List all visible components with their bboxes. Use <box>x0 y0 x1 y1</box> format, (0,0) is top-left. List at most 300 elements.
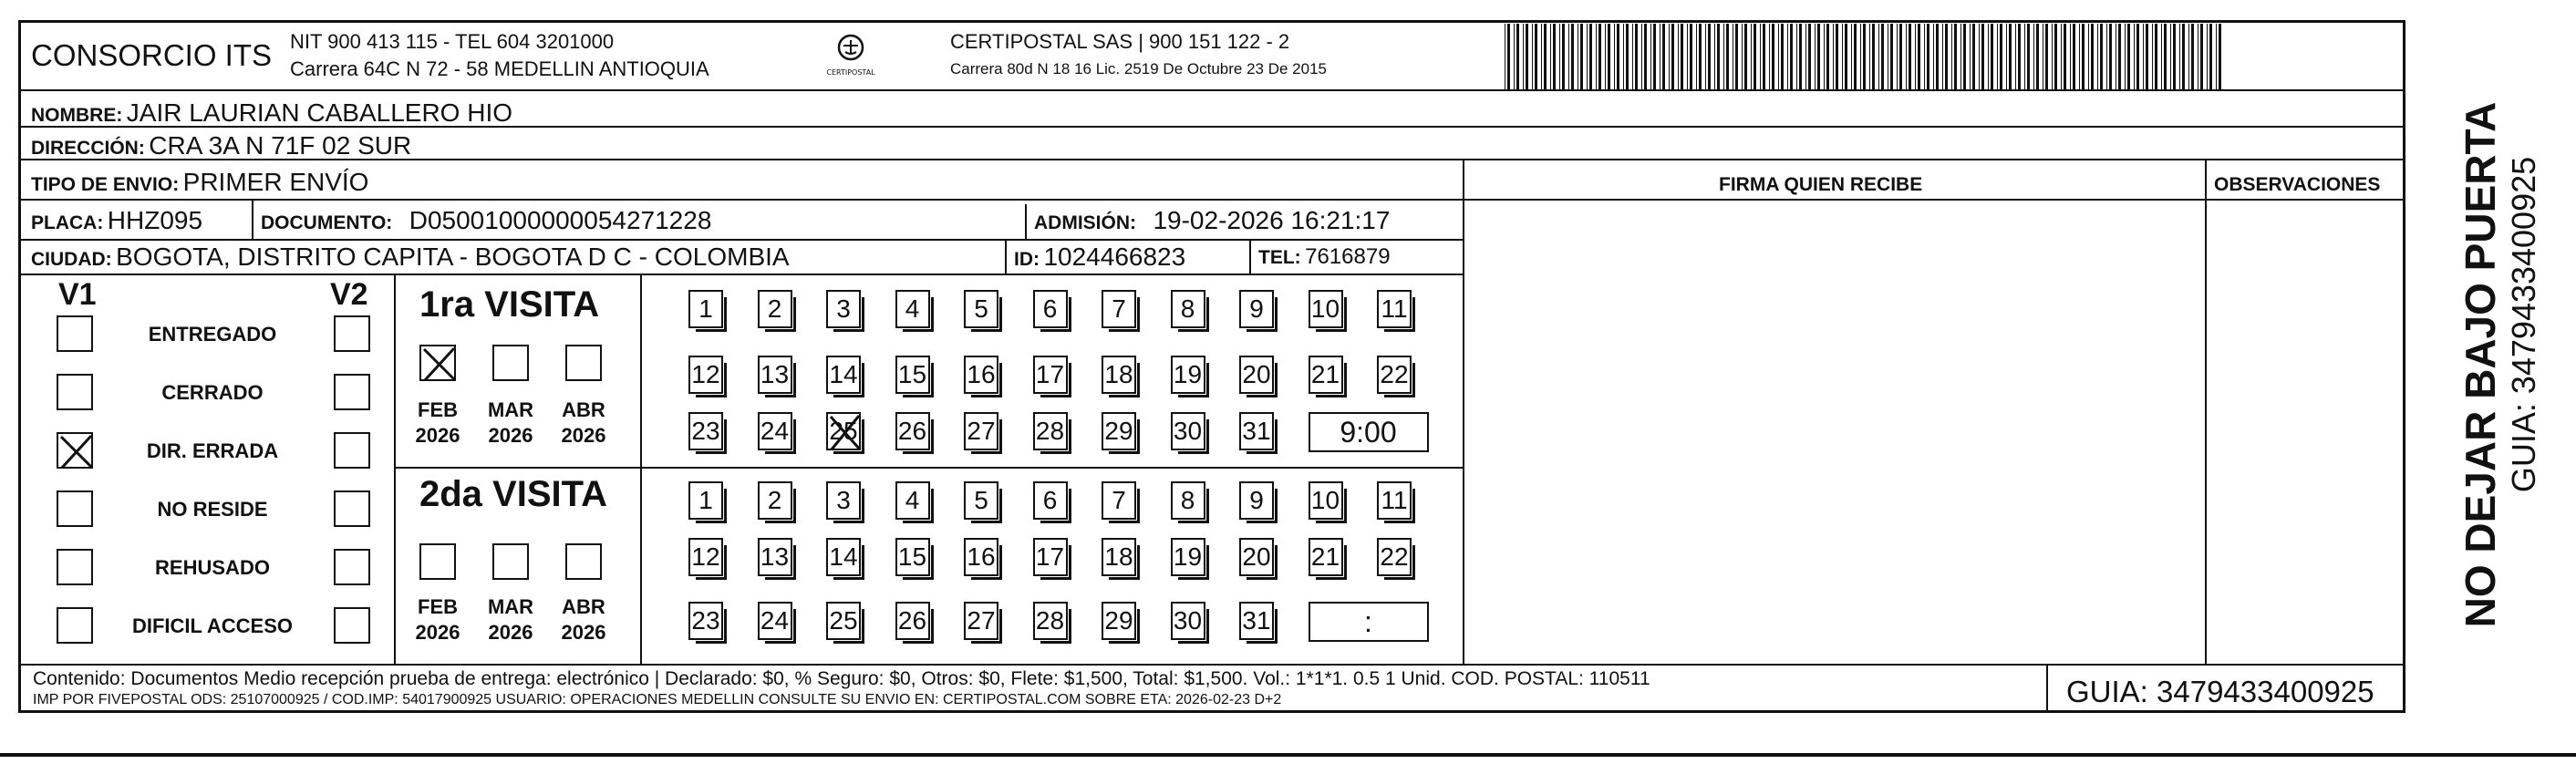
barcode-bar <box>1699 24 1702 91</box>
day-box[interactable]: 30 <box>1171 602 1205 640</box>
month-label <box>483 594 538 645</box>
barcode-bar <box>1717 24 1720 91</box>
observaciones-header: OBSERVACIONES <box>2214 174 2381 195</box>
barcode-bar <box>2173 24 2176 91</box>
footer-contenido: Contenido: Documentos Medio recepción prueba de entrega: electrónico | Declarado: $0, % Seguro: $0, Otros: $0, Flete: $1,500, Total: $1,500. Vol.: 1*1*1. 0.5 1 Unid. COD. POSTAL: 110511 <box>33 668 1650 689</box>
ciudad-value: BOGOTA, DISTRITO CAPITA - BOGOTA D C - COLOMBIA <box>116 243 790 271</box>
day-box[interactable]: 20 <box>1239 356 1274 394</box>
barcode-bar <box>1751 24 1752 91</box>
barcode-bar <box>1671 24 1674 91</box>
barcode-bar <box>1653 24 1656 91</box>
barcode-bar <box>1598 24 1601 91</box>
barcode-bar <box>1626 24 1629 91</box>
month-label <box>410 397 465 449</box>
barcode-bar <box>1544 24 1547 91</box>
month-name: ABR <box>562 398 605 421</box>
barcode-bar <box>1763 24 1765 91</box>
day-box[interactable]: 4 <box>895 290 930 328</box>
admision-label: ADMISIÓN: <box>1034 212 1136 233</box>
day-box[interactable]: 6 <box>1033 290 1068 328</box>
barcode-bar <box>1808 24 1811 91</box>
day-box[interactable]: 20 <box>1239 538 1274 576</box>
barcode-bar <box>1681 24 1683 91</box>
barcode-bar <box>1872 24 1875 91</box>
id-row <box>1014 244 1185 270</box>
barcode-bar <box>1899 24 1902 91</box>
month-year: 2026 <box>415 424 460 447</box>
barcode-bar <box>2155 24 2157 91</box>
day-box[interactable]: 14 <box>826 356 861 394</box>
barcode-bar <box>1514 24 1515 91</box>
day-box[interactable]: 8 <box>1171 290 1205 328</box>
documento-row <box>261 208 711 233</box>
barcode-bar <box>2152 24 2153 91</box>
barcode-bar <box>1635 24 1638 91</box>
nit-line: NIT 900 413 115 - TEL 604 3201000 <box>290 30 615 53</box>
day-box[interactable]: 9 <box>1239 290 1274 328</box>
barcode-bar <box>1535 24 1537 91</box>
barcode-bar <box>2088 24 2089 91</box>
month-year: 2026 <box>415 621 460 644</box>
visit2-title: 2da VISITA <box>419 474 607 514</box>
barcode-bar <box>1988 24 1989 91</box>
v2-checkbox[interactable] <box>334 315 370 352</box>
placa-label: PLACA: <box>31 212 104 233</box>
barcode-bar <box>1568 24 1569 91</box>
barcode-bar <box>1708 24 1711 91</box>
v2-checkbox[interactable] <box>334 549 370 585</box>
day-box[interactable]: 14 <box>826 538 861 576</box>
barcode-bar <box>1641 24 1642 91</box>
barcode-bar <box>1714 24 1715 91</box>
v1-checkbox[interactable] <box>57 315 93 352</box>
barcode-bar <box>1735 24 1738 91</box>
barcode-bar <box>2061 24 2062 91</box>
barcode-bar <box>2179 24 2180 91</box>
day-box[interactable]: 23 <box>688 602 723 640</box>
logo-text: CERTIPOSTAL <box>826 68 875 77</box>
barcode-bar <box>1696 24 1697 91</box>
day-box[interactable]: 27 <box>964 412 998 450</box>
day-box[interactable]: 26 <box>895 602 930 640</box>
barcode-bar <box>2207 24 2208 91</box>
barcode-bar <box>1909 24 1911 91</box>
day-box[interactable]: 24 <box>758 602 792 640</box>
time-box[interactable]: 9:00 <box>1309 412 1429 452</box>
barcode-bar <box>1845 24 1847 91</box>
barcode-bar <box>1772 24 1774 91</box>
barcode-bar <box>2216 24 2217 91</box>
day-box[interactable]: 17 <box>1033 356 1068 394</box>
day-box[interactable]: 8 <box>1171 481 1205 520</box>
month-label <box>410 594 465 645</box>
barcode-bar <box>1644 24 1647 91</box>
barcode-bar <box>1760 24 1761 91</box>
barcode-bar <box>1997 24 1998 91</box>
day-box[interactable]: 19 <box>1171 538 1205 576</box>
day-box[interactable]: 16 <box>964 538 998 576</box>
day-box[interactable]: 19 <box>1171 356 1205 394</box>
barcode-bar <box>2091 24 2094 91</box>
barcode-bar <box>1608 24 1610 91</box>
day-box[interactable]: 3 <box>826 290 861 328</box>
side-warning: NO DEJAR BAJO PUERTA <box>2457 101 2504 628</box>
barcode-bar <box>2064 24 2066 91</box>
time-box[interactable]: : <box>1309 602 1429 642</box>
placa-row <box>31 208 202 233</box>
barcode-bar <box>2127 24 2130 91</box>
day-box[interactable]: 13 <box>758 538 792 576</box>
barcode-bar <box>1553 24 1556 91</box>
tipo-value: PRIMER ENVÍO <box>182 168 369 196</box>
month-year: 2026 <box>561 621 606 644</box>
day-box[interactable]: 28 <box>1033 602 1068 640</box>
id-label: ID: <box>1014 249 1040 270</box>
barcode-bar <box>1933 24 1934 91</box>
tel-row <box>1258 246 1391 268</box>
barcode-bar <box>1945 24 1948 91</box>
barcode-bar <box>1614 24 1615 91</box>
day-box[interactable]: 18 <box>1102 356 1136 394</box>
day-box[interactable]: 25 <box>826 602 861 640</box>
day-box[interactable]: 28 <box>1033 412 1068 450</box>
visit1-title: 1ra VISITA <box>419 284 600 325</box>
barcode-bar <box>1815 24 1816 91</box>
day-box[interactable]: 22 <box>1377 538 1412 576</box>
barcode-bar <box>1963 24 1966 91</box>
status-label: NO RESIDE <box>157 498 268 521</box>
placa-value: HHZ095 <box>107 206 203 234</box>
license-line: Carrera 80d N 18 16 Lic. 2519 De Octubre 23 De 2015 <box>950 60 1327 77</box>
barcode-bar <box>1742 24 1743 91</box>
barcode-bar <box>2033 24 2034 91</box>
barcode-bar <box>1836 24 1838 91</box>
barcode-bar <box>1562 24 1565 91</box>
barcode-bar <box>2070 24 2071 91</box>
barcode-bar <box>1678 24 1679 91</box>
barcode-bar <box>1623 24 1624 91</box>
id-value: 1024466823 <box>1043 243 1186 271</box>
barcode-bar <box>2191 24 2194 91</box>
v1-checkbox[interactable] <box>57 374 93 410</box>
nombre-label: NOMBRE: <box>31 105 123 126</box>
barcode-bar <box>2097 24 2098 91</box>
firma-header: FIRMA QUIEN RECIBE <box>1719 174 1923 195</box>
barcode-bar <box>1778 24 1779 91</box>
tel-value: 7616879 <box>1305 244 1391 269</box>
month-checkbox[interactable] <box>492 345 529 381</box>
company-name: CONSORCIO ITS <box>31 38 273 72</box>
day-box[interactable]: 16 <box>964 356 998 394</box>
barcode-bar <box>1817 24 1820 91</box>
barcode-bar <box>2136 24 2139 91</box>
day-box[interactable]: 29 <box>1102 602 1136 640</box>
day-box[interactable]: 4 <box>895 481 930 520</box>
barcode-bar <box>1863 24 1866 91</box>
day-box[interactable]: 15 <box>895 356 930 394</box>
day-box[interactable]: 9 <box>1239 481 1274 520</box>
barcode-bar <box>2182 24 2185 91</box>
barcode-bar <box>1571 24 1574 91</box>
barcode-bar <box>2015 24 2016 91</box>
month-year: 2026 <box>561 424 606 447</box>
barcode-bar <box>2009 24 2012 91</box>
barcode-bar <box>1507 24 1510 91</box>
carrier-line: CERTIPOSTAL SAS | 900 151 122 - 2 <box>950 30 1290 53</box>
barcode-bar <box>1516 24 1519 91</box>
barcode-bar <box>2018 24 2021 91</box>
barcode-bar <box>1826 24 1829 91</box>
barcode-bar <box>1991 24 1993 91</box>
day-box[interactable]: 27 <box>964 602 998 640</box>
barcode-bar <box>1869 24 1870 91</box>
check-x-icon <box>58 434 95 470</box>
barcode-bar <box>1754 24 1756 91</box>
barcode-bar <box>1787 24 1788 91</box>
company-address: Carrera 64C N 72 - 58 MEDELLIN ANTIOQUIA <box>290 57 709 80</box>
barcode-bar <box>1605 24 1606 91</box>
barcode-bar <box>1981 24 1984 91</box>
day-box[interactable]: 22 <box>1377 356 1412 394</box>
barcode-bar <box>1690 24 1692 91</box>
day-box[interactable]: 24 <box>758 412 792 450</box>
barcode-bar <box>1851 24 1852 91</box>
day-box[interactable]: 2 <box>758 290 792 328</box>
day-box[interactable]: 1 <box>688 290 723 328</box>
day-box[interactable]: 15 <box>895 538 930 576</box>
barcode-bar <box>1705 24 1706 91</box>
barcode-bar <box>1526 24 1528 91</box>
month-name: FEB <box>418 595 458 618</box>
barcode-bar <box>2036 24 2039 91</box>
barcode <box>1505 24 2227 91</box>
barcode-bar <box>1523 24 1524 91</box>
barcode-bar <box>1799 24 1802 91</box>
barcode-bar <box>1559 24 1560 91</box>
tipo-label: TIPO DE ENVIO: <box>31 174 180 195</box>
barcode-bar <box>2188 24 2189 91</box>
barcode-bar <box>1890 24 1893 91</box>
day-box[interactable]: 11 <box>1377 481 1412 520</box>
barcode-bar <box>2164 24 2167 91</box>
month-label <box>556 594 611 645</box>
status-label: DIR. ERRADA <box>146 439 279 462</box>
v1-header: V1 <box>58 277 97 312</box>
barcode-bar <box>1632 24 1633 91</box>
barcode-bar <box>1954 24 1957 91</box>
day-box[interactable]: 12 <box>688 356 723 394</box>
barcode-bar <box>1924 24 1925 91</box>
day-box[interactable]: 2 <box>758 481 792 520</box>
barcode-bar <box>1878 24 1879 91</box>
month-name: MAR <box>487 398 534 421</box>
barcode-bar <box>2054 24 2057 91</box>
admision-value: 19-02-2026 16:21:17 <box>1153 206 1391 234</box>
barcode-bar <box>2200 24 2203 91</box>
v2-checkbox[interactable] <box>334 374 370 410</box>
month-checkbox[interactable] <box>419 543 456 580</box>
barcode-bar <box>1587 24 1588 91</box>
month-name: MAR <box>487 595 534 618</box>
month-label <box>556 397 611 449</box>
barcode-bar <box>1942 24 1943 91</box>
v1-checkbox[interactable] <box>57 549 93 585</box>
barcode-bar <box>2106 24 2107 91</box>
barcode-bar <box>1824 24 1825 91</box>
footer-imp: IMP POR FIVEPOSTAL ODS: 25107000925 / COD.IMP: 54017900925 USUARIO: OPERACIONES MEDELLIN CONSULTE SU ENVIO EN: CERTIPOSTAL.COM SOBRE ETA: 2026-02-23 D+2 <box>33 692 1282 707</box>
barcode-bar <box>2000 24 2002 91</box>
day-box[interactable]: 23 <box>688 412 723 450</box>
day-box[interactable]: 1 <box>688 481 723 520</box>
barcode-bar <box>1927 24 1929 91</box>
barcode-bar <box>1936 24 1939 91</box>
barcode-bar <box>1550 24 1551 91</box>
barcode-bar <box>2146 24 2148 91</box>
day-box[interactable]: 12 <box>688 538 723 576</box>
month-checkbox[interactable] <box>565 345 602 381</box>
v2-checkbox[interactable] <box>334 432 370 469</box>
barcode-bar <box>2100 24 2103 91</box>
day-box[interactable]: 30 <box>1171 412 1205 450</box>
day-box[interactable]: 31 <box>1239 602 1274 640</box>
direccion-value: CRA 3A N 71F 02 SUR <box>149 131 412 160</box>
barcode-bar <box>1897 24 1898 91</box>
day-box[interactable]: 21 <box>1309 356 1343 394</box>
day-box[interactable]: 11 <box>1377 290 1412 328</box>
direccion-label: DIRECCIÓN: <box>31 138 145 159</box>
v1-checkbox[interactable] <box>57 490 93 527</box>
ciudad-label: CIUDAD: <box>31 249 112 270</box>
barcode-bar <box>1833 24 1834 91</box>
barcode-bar <box>1596 24 1597 91</box>
day-box[interactable]: 7 <box>1102 481 1136 520</box>
day-box[interactable]: 26 <box>895 412 930 450</box>
month-checkbox[interactable] <box>492 543 529 580</box>
barcode-bar <box>1662 24 1665 91</box>
documento-value: D05001000000054271228 <box>409 206 712 234</box>
side-guia: GUIA: 3479433400925 <box>2505 156 2542 493</box>
tipo-row <box>31 170 368 195</box>
barcode-bar <box>1541 24 1542 91</box>
barcode-bar <box>2118 24 2121 91</box>
day-box[interactable]: 25 <box>826 412 861 450</box>
barcode-bar <box>1669 24 1670 91</box>
barcode-bar <box>1860 24 1861 91</box>
barcode-bar <box>2052 24 2053 91</box>
day-box[interactable]: 6 <box>1033 481 1068 520</box>
v2-checkbox[interactable] <box>334 607 370 644</box>
barcode-bar <box>1744 24 1747 91</box>
status-label: REHUSADO <box>155 556 270 579</box>
documento-label: DOCUMENTO: <box>261 212 393 233</box>
barcode-bar <box>1951 24 1952 91</box>
barcode-bar <box>1979 24 1980 91</box>
barcode-bar <box>1726 24 1729 91</box>
day-box[interactable]: 10 <box>1309 290 1343 328</box>
barcode-bar <box>2170 24 2171 91</box>
day-box[interactable]: 18 <box>1102 538 1136 576</box>
day-box[interactable]: 21 <box>1309 538 1343 576</box>
barcode-bar <box>1805 24 1806 91</box>
direccion-row <box>31 133 411 159</box>
day-box[interactable]: 10 <box>1309 481 1343 520</box>
barcode-bar <box>1881 24 1884 91</box>
v2-checkbox[interactable] <box>334 490 370 527</box>
barcode-bar <box>2209 24 2212 91</box>
day-box[interactable]: 7 <box>1102 290 1136 328</box>
barcode-bar <box>1532 24 1533 91</box>
month-name: ABR <box>562 595 605 618</box>
status-label: ENTREGADO <box>148 323 277 346</box>
barcode-bar <box>2045 24 2048 91</box>
barcode-bar <box>2125 24 2126 91</box>
v1-checkbox[interactable] <box>57 432 93 469</box>
day-box[interactable]: 31 <box>1239 412 1274 450</box>
barcode-bar <box>2006 24 2007 91</box>
certipostal-logo <box>810 27 892 82</box>
barcode-bar <box>1589 24 1592 91</box>
barcode-bar <box>1918 24 1920 91</box>
check-x-icon <box>828 414 863 452</box>
day-box[interactable]: 5 <box>964 481 998 520</box>
barcode-bar <box>1796 24 1797 91</box>
month-checkbox[interactable] <box>419 345 456 381</box>
nombre-row <box>31 100 512 126</box>
barcode-bar <box>1580 24 1583 91</box>
day-box[interactable]: 17 <box>1033 538 1068 576</box>
day-box[interactable]: 5 <box>964 290 998 328</box>
barcode-bar <box>2027 24 2030 91</box>
barcode-bar <box>1687 24 1688 91</box>
barcode-bar <box>1650 24 1651 91</box>
v1-checkbox[interactable] <box>57 607 93 644</box>
month-name: FEB <box>418 398 458 421</box>
day-box[interactable]: 13 <box>758 356 792 394</box>
day-box[interactable]: 29 <box>1102 412 1136 450</box>
barcode-bar <box>1972 24 1975 91</box>
barcode-bar <box>2079 24 2080 91</box>
status-label: CERRADO <box>161 381 264 404</box>
check-x-icon <box>421 346 458 383</box>
barcode-bar <box>2082 24 2085 91</box>
barcode-bar <box>1769 24 1770 91</box>
barcode-bar <box>2161 24 2162 91</box>
barcode-bar <box>1617 24 1619 91</box>
barcode-bar <box>1960 24 1961 91</box>
barcode-bar <box>2109 24 2112 91</box>
barcode-bar <box>1970 24 1971 91</box>
ciudad-row <box>31 244 790 270</box>
barcode-bar <box>2134 24 2135 91</box>
barcode-bar <box>2073 24 2075 91</box>
barcode-bar <box>2024 24 2025 91</box>
month-checkbox[interactable] <box>565 543 602 580</box>
barcode-bar <box>1906 24 1907 91</box>
status-label: DIFICIL ACCESO <box>131 614 293 637</box>
admision-row <box>1034 208 1390 233</box>
barcode-bar <box>1842 24 1843 91</box>
barcode-bar <box>1915 24 1916 91</box>
v2-header: V2 <box>330 277 368 312</box>
barcode-bar <box>1790 24 1793 91</box>
month-year: 2026 <box>488 621 533 644</box>
month-label <box>483 397 538 449</box>
barcode-bar <box>1723 24 1724 91</box>
day-box[interactable]: 3 <box>826 481 861 520</box>
barcode-bar <box>1854 24 1857 91</box>
nombre-value: JAIR LAURIAN CABALLERO HIO <box>126 98 513 127</box>
barcode-bar <box>2219 24 2221 91</box>
